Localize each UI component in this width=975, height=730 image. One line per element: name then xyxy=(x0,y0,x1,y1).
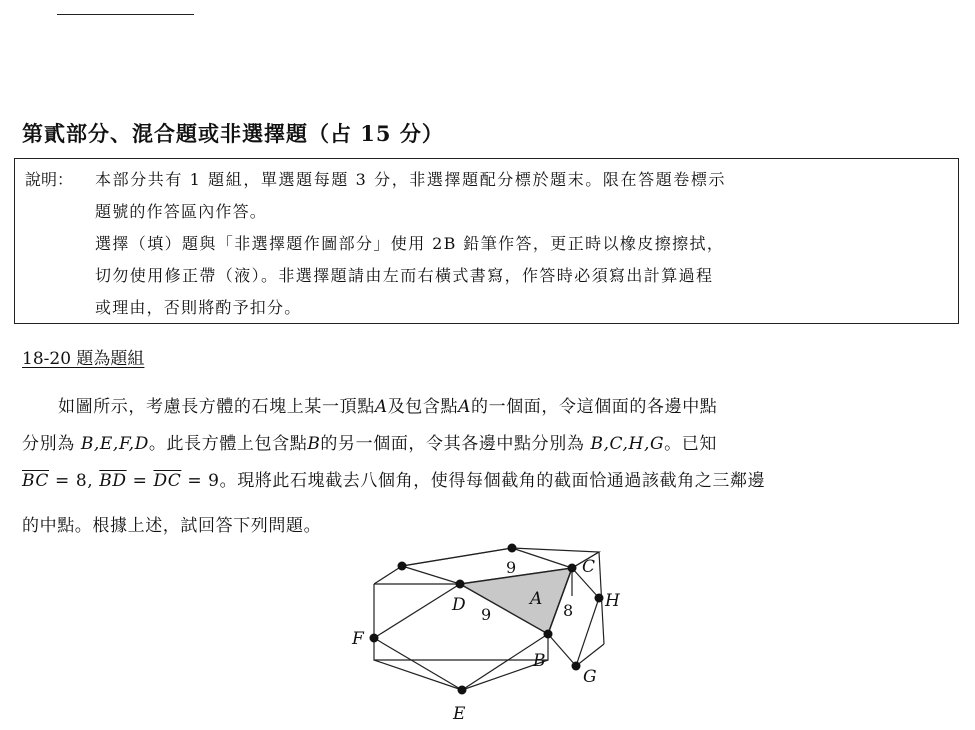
point-h xyxy=(595,594,604,603)
top-rule xyxy=(57,14,194,15)
label-e: E xyxy=(453,704,466,724)
label-edge-db: 9 xyxy=(481,605,492,624)
text: = 8, xyxy=(49,471,100,491)
problem-line-2 xyxy=(22,429,717,454)
section-title: 第貳部分、混合題或非選擇題（占 15 分） xyxy=(22,121,444,146)
label-edge-dc: 9 xyxy=(506,558,517,577)
shaded-section-triangle xyxy=(460,568,572,634)
label-g: G xyxy=(583,667,597,687)
label-b: B xyxy=(533,651,546,671)
instructions-line: 本部分共有 1 題組，單選題每題 3 分，非選擇題配分標於題末。限在答題卷標示 xyxy=(95,170,727,189)
instructions-line: 選擇（填）題與「非選擇題作圖部分」使用 2B 鉛筆作答，更正時以橡皮擦擦拭， xyxy=(95,234,725,253)
instructions-label: 說明： xyxy=(25,170,74,189)
edge xyxy=(374,566,402,584)
text: 的一個面，令這個面的各邊中點 xyxy=(471,397,718,417)
text: 。現將此石塊截去八個角，使得每個截角的截面恰通過該截角之三鄰邊 xyxy=(219,471,766,491)
text: = 9 xyxy=(181,471,220,491)
text: 。已知 xyxy=(664,434,717,454)
label-edge-bc: 8 xyxy=(563,601,574,620)
point-c xyxy=(568,564,577,573)
label-d: D xyxy=(452,595,466,615)
instructions-box xyxy=(14,158,959,324)
cut-line xyxy=(512,548,572,568)
cut-line xyxy=(576,598,599,666)
point-d xyxy=(456,580,465,589)
point-b xyxy=(544,630,553,639)
cut-line xyxy=(402,548,512,566)
problem-line-4: 的中點。根據上述，試回答下列問題。 xyxy=(22,516,322,536)
instructions-line: 或理由，否則將酌予扣分。 xyxy=(95,298,302,317)
text: 。此長方體上包含點 xyxy=(148,434,308,454)
point xyxy=(398,562,407,571)
segment-bd: $\overline{BD}$ xyxy=(99,471,127,491)
point-f xyxy=(370,634,379,643)
math-var: B xyxy=(307,434,321,454)
problem-line-3 xyxy=(22,466,765,491)
instructions-line: 題號的作答區內作答。 xyxy=(95,202,268,221)
math-var: A xyxy=(458,397,471,417)
question-group-label: 18-20 題為題組 xyxy=(22,349,145,369)
segment-bc: $\overline{BC}$ xyxy=(22,471,50,491)
label-f: F xyxy=(352,629,364,649)
math-var: A xyxy=(374,397,388,417)
text: 如圖所示，考慮長方體的石塊上某一頂點 xyxy=(58,397,375,417)
instructions-line: 切勿使用修正帶（液）。非選擇題請由左而右橫式書寫，作答時必須寫出計算過程 xyxy=(95,266,714,285)
cut-line xyxy=(548,634,576,666)
text: 的另一個面，令其各邊中點分別為 xyxy=(320,434,585,454)
problem-line-1 xyxy=(58,392,717,417)
math-var: B,C,H,G xyxy=(590,434,665,454)
label-a: A xyxy=(530,589,543,609)
math-var: B,E,F,D xyxy=(80,434,149,454)
cut-line xyxy=(374,584,460,638)
label-h: H xyxy=(605,591,620,611)
text: = xyxy=(126,471,154,491)
point-e xyxy=(458,686,467,695)
text: 及包含點 xyxy=(387,397,459,417)
cuboid-figure xyxy=(340,540,630,726)
point xyxy=(508,544,517,553)
point-g xyxy=(572,662,581,671)
label-c: C xyxy=(582,557,596,577)
segment-dc: $\overline{DC}$ xyxy=(153,471,182,491)
text: 分別為 xyxy=(22,434,75,454)
